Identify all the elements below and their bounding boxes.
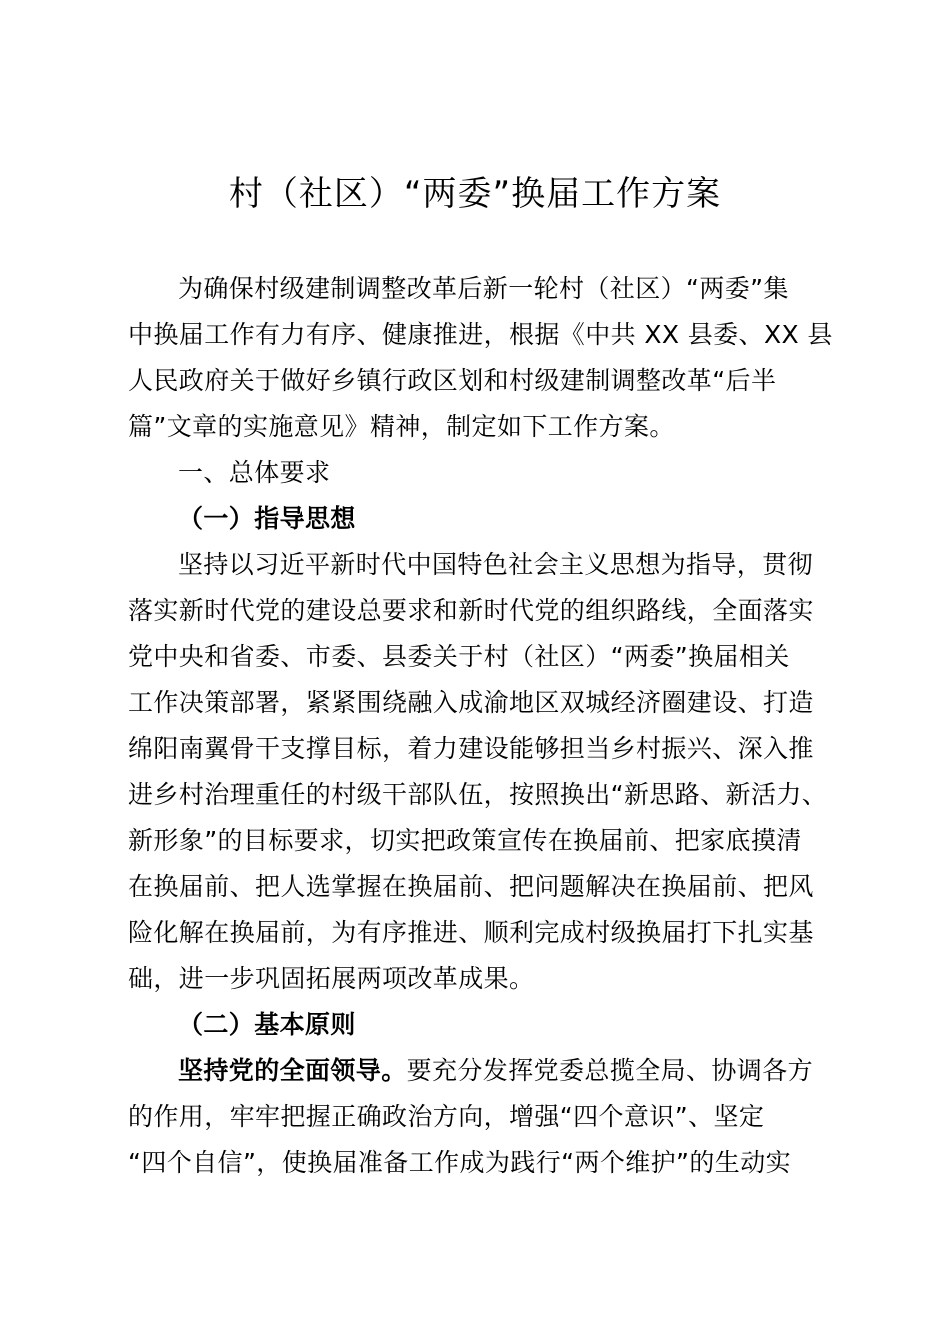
section-heading: 一、总体要求 (178, 458, 331, 487)
intro-line: 为确保村级建制调整改革后新一轮村（社区）“两委”集 (178, 274, 789, 303)
paragraph-line: 新形象”的目标要求，切实把政策宣传在换届前、把家底摸清 (128, 826, 802, 855)
intro-line: 人民政府关于做好乡镇行政区划和村级建制调整改革“后半 (128, 366, 777, 395)
paragraph-line: 工作决策部署，紧紧围绕融入成渝地区双城经济圈建设、打造 (128, 688, 814, 717)
paragraph-line: 险化解在换届前，为有序推进、顺利完成村级换届打下扎实基 (128, 918, 814, 947)
paragraph-line: 的作用，牢牢把握正确政治方向，增强“四个意识”、坚定 (128, 1102, 765, 1131)
subsection-heading: （一）指导思想 (178, 504, 356, 533)
paragraph-line: 坚持以习近平新时代中国特色社会主义思想为指导，贯彻 (178, 550, 814, 579)
paragraph-line: “四个自信”，使换届准备工作成为践行“两个维护”的生动实 (128, 1148, 792, 1177)
principle-title: 坚持党的全面领导。 (178, 1056, 407, 1085)
subsection-heading: （二）基本原则 (178, 1010, 356, 1039)
paragraph-line: 进乡村治理重任的村级干部队伍，按照换出“新思路、新活力、 (128, 780, 828, 809)
intro-line: 中换届工作有力有序、健康推进，根据《中共 XX 县委、XX 县 (128, 320, 833, 349)
principle-text: 要充分发挥党委总揽全局、协调各方 (406, 1056, 814, 1085)
paragraph-line: 础，进一步巩固拓展两项改革成果。 (128, 964, 535, 993)
paragraph-line: 落实新时代党的建设总要求和新时代党的组织路线，全面落实 (128, 596, 814, 625)
paragraph-line: 党中央和省委、市委、县委关于村（社区）“两委”换届相关 (128, 642, 790, 671)
intro-line: 篇”文章的实施意见》精神，制定如下工作方案。 (128, 412, 675, 441)
document-title: 村（社区）“两委”换届工作方案 (228, 174, 722, 214)
paragraph-line: 绵阳南翼骨干支撑目标，着力建设能够担当乡村振兴、深入推 (128, 734, 814, 763)
paragraph-line: 在换届前、把人选掌握在换届前、把问题解决在换届前、把风 (128, 872, 814, 901)
principle-first-line (178, 1048, 813, 1094)
